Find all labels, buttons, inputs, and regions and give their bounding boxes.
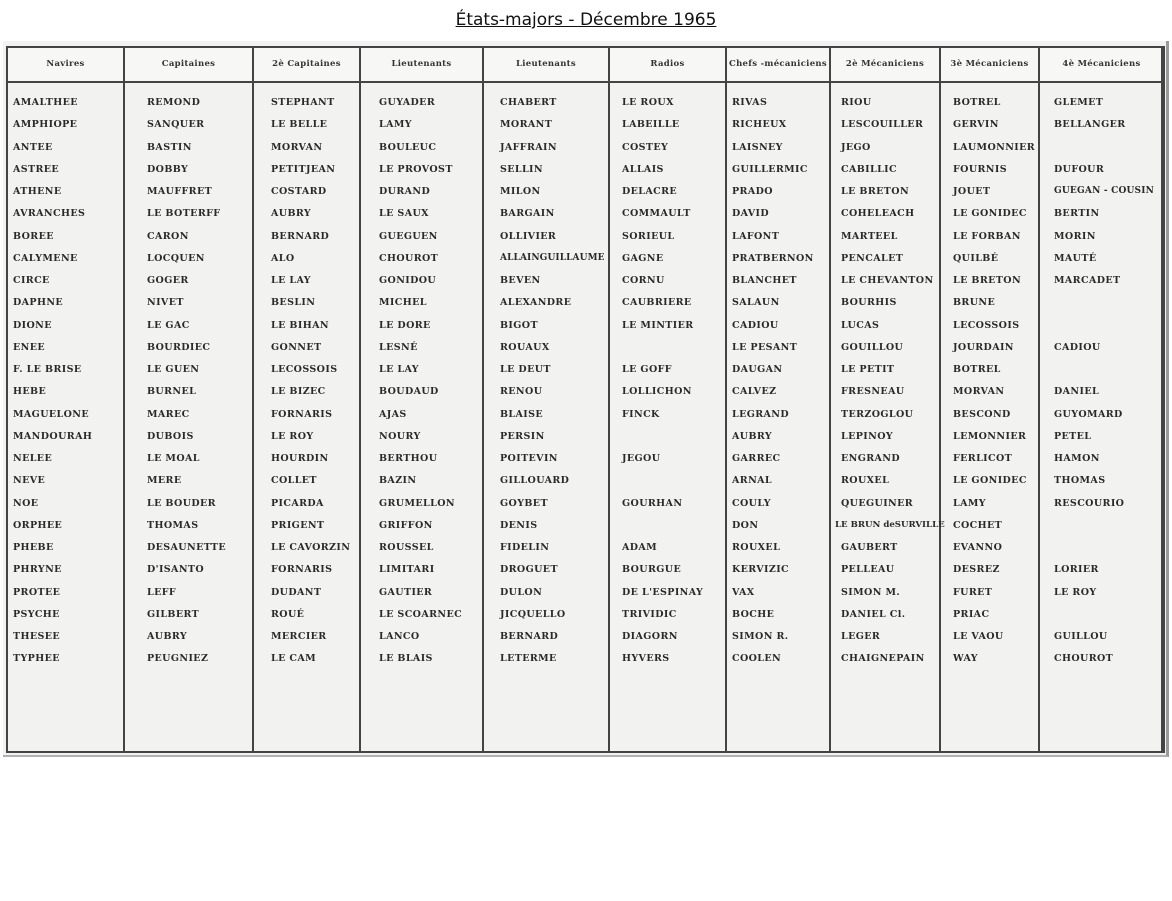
- crew-name-cell: BERTHOU: [379, 453, 438, 464]
- ship-name-cell: THESEE: [13, 631, 61, 642]
- crew-name-cell: CABILLIC: [841, 163, 897, 175]
- crew-name-cell: DURAND: [379, 186, 431, 197]
- column-header: 2è Capitaines: [272, 59, 341, 69]
- crew-name-cell: DANIEL: [1054, 386, 1100, 398]
- crew-name-cell: BESLIN: [271, 297, 316, 309]
- crew-name-cell: LAMY: [953, 497, 986, 509]
- crew-name-cell: LE BOTERFF: [147, 208, 221, 220]
- crew-name-cell: GOGER: [147, 275, 189, 286]
- crew-name-cell: LE GAC: [147, 319, 190, 331]
- crew-name-cell: HAMON: [1054, 453, 1100, 464]
- column-header: 3è Mécaniciens: [950, 59, 1029, 69]
- crew-name-cell: GUYADER: [379, 97, 436, 108]
- column-divider: [829, 46, 831, 753]
- crew-name-cell: DELACRE: [622, 186, 678, 197]
- crew-name-cell: FINCK: [622, 408, 660, 420]
- scanned-roster-table: [3, 41, 1169, 757]
- crew-name-cell: AJAS: [379, 408, 407, 420]
- crew-name-cell: FIDELIN: [500, 542, 550, 553]
- crew-name-cell: BURNEL: [147, 386, 197, 398]
- crew-name-cell: SIMON R.: [732, 631, 789, 642]
- crew-name-cell: JEGOU: [622, 453, 661, 464]
- crew-name-cell: SALAUN: [732, 297, 780, 309]
- ship-name-cell: ENEE: [13, 341, 46, 353]
- crew-name-cell: LECOSSOIS: [953, 319, 1020, 331]
- crew-name-cell: LE DEUT: [500, 364, 551, 375]
- crew-name-cell: FURET: [953, 586, 993, 598]
- crew-name-cell: RENOU: [500, 386, 543, 398]
- crew-name-cell: BOUDAUD: [379, 386, 439, 398]
- crew-name-cell: DROGUET: [500, 564, 558, 576]
- crew-name-cell: LE FORBAN: [953, 230, 1021, 242]
- crew-name-cell: ROUÉ: [271, 608, 305, 620]
- crew-name-cell: HOURDIN: [271, 453, 329, 464]
- crew-name-cell: ALLAINGUILLAUME: [500, 252, 605, 263]
- crew-name-cell: TRIVIDIC: [622, 608, 677, 620]
- crew-name-cell: JICQUELLO: [500, 608, 566, 620]
- crew-name-cell: BIGOT: [500, 319, 538, 331]
- crew-name-cell: LE CAVORZIN: [271, 542, 351, 553]
- crew-name-cell: DUDANT: [271, 586, 322, 598]
- crew-name-cell: STEPHANT: [271, 97, 335, 108]
- crew-name-cell: GUEGUEN: [379, 230, 438, 242]
- crew-name-cell: LE BIZEC: [271, 386, 326, 398]
- crew-name-cell: MARTEEL: [841, 230, 898, 242]
- crew-name-cell: MICHEL: [379, 297, 427, 309]
- crew-name-cell: LE BRETON: [953, 275, 1022, 286]
- column-header: Navires: [46, 59, 85, 69]
- crew-name-cell: QUEGUINER: [841, 497, 914, 509]
- crew-name-cell: FRESNEAU: [841, 386, 905, 398]
- ship-name-cell: DAPHNE: [13, 297, 64, 309]
- crew-name-cell: LEPINOY: [841, 430, 894, 442]
- crew-name-cell: LORIER: [1054, 564, 1099, 576]
- crew-name-cell: PETITJEAN: [271, 163, 336, 175]
- crew-name-cell: QUILBÉ: [953, 252, 999, 264]
- crew-name-cell: PICARDA: [271, 497, 324, 509]
- ship-name-cell: CALYMENE: [13, 252, 78, 264]
- ship-name-cell: PROTEE: [13, 586, 61, 598]
- crew-name-cell: GARREC: [732, 453, 781, 464]
- ship-name-cell: MAGUELONE: [13, 408, 90, 420]
- crew-name-cell: LE BLAIS: [379, 653, 433, 665]
- ship-name-cell: DIONE: [13, 319, 52, 331]
- crew-name-cell: COCHET: [953, 519, 1003, 531]
- crew-name-cell: GUILLOU: [1054, 631, 1108, 642]
- ship-name-cell: NEVE: [13, 475, 46, 487]
- crew-name-cell: DE L'ESPINAY: [622, 586, 704, 598]
- crew-name-cell: FORNARIS: [271, 408, 333, 420]
- crew-name-cell: JOUET: [953, 186, 991, 197]
- crew-name-cell: BOULEUC: [379, 141, 437, 153]
- crew-name-cell: LE GONIDEC: [953, 475, 1027, 487]
- crew-name-cell: KERVIZIC: [732, 564, 790, 576]
- crew-name-cell: LE SCOARNEC: [379, 608, 463, 620]
- crew-name-cell: LE DORE: [379, 319, 431, 331]
- crew-name-cell: COULY: [732, 497, 771, 509]
- crew-name-cell: DAVID: [732, 208, 769, 220]
- crew-name-cell: D'ISANTO: [147, 564, 205, 576]
- crew-name-cell: LOLLICHON: [622, 386, 692, 398]
- crew-name-cell: GRUMELLON: [379, 497, 455, 509]
- crew-name-cell: ROUSSEL: [379, 542, 434, 553]
- crew-name-cell: BLAISE: [500, 408, 544, 420]
- crew-name-cell: MAUTÉ: [1054, 252, 1097, 264]
- crew-name-cell: DENIS: [500, 519, 538, 531]
- crew-name-cell: PRIAC: [953, 608, 990, 620]
- crew-name-cell: LE CAM: [271, 653, 317, 665]
- crew-name-cell: LE BOUDER: [147, 497, 216, 509]
- crew-name-cell: WAY: [953, 653, 978, 665]
- crew-name-cell: LE PETIT: [841, 364, 895, 375]
- crew-name-cell: GOYBET: [500, 497, 548, 509]
- crew-name-cell: LE BIHAN: [271, 319, 329, 331]
- crew-name-cell: LE GONIDEC: [953, 208, 1027, 220]
- crew-name-cell: COOLEN: [732, 653, 782, 665]
- crew-name-cell: LE ROUX: [622, 97, 674, 108]
- crew-name-cell: VAX: [732, 586, 755, 598]
- crew-name-cell: SELLIN: [500, 163, 543, 175]
- crew-name-cell: JEGO: [841, 141, 871, 153]
- crew-name-cell: CAUBRIERE: [622, 297, 692, 309]
- crew-name-cell: BAZIN: [379, 475, 417, 487]
- crew-name-cell: ROUXEL: [841, 475, 890, 487]
- crew-name-cell: AUBRY: [271, 208, 312, 220]
- crew-name-cell: BARGAIN: [500, 208, 555, 220]
- crew-name-cell: LUCAS: [841, 319, 880, 331]
- crew-name-cell: PRATBERNON: [732, 252, 814, 264]
- crew-name-cell: CHOUROT: [379, 252, 439, 264]
- crew-name-cell: LAMY: [379, 119, 412, 131]
- crew-name-cell: LAUMONNIER: [953, 141, 1036, 153]
- ship-name-cell: ASTREE: [13, 163, 60, 175]
- crew-name-cell: CARON: [147, 230, 189, 242]
- crew-name-cell: PELLEAU: [841, 564, 895, 576]
- ship-name-cell: CIRCE: [13, 275, 50, 286]
- crew-name-cell: THOMAS: [1054, 475, 1106, 487]
- crew-name-cell: EVANNO: [953, 542, 1003, 553]
- ship-name-cell: NOE: [13, 497, 39, 509]
- crew-name-cell: LECOSSOIS: [271, 364, 338, 375]
- crew-name-cell: LIMITARI: [379, 564, 435, 576]
- crew-name-cell: PENCALET: [841, 252, 904, 264]
- ship-name-cell: BOREE: [13, 230, 54, 242]
- crew-name-cell: LE BRETON: [841, 186, 910, 197]
- crew-name-cell: GUILLERMIC: [732, 163, 808, 175]
- ship-name-cell: ATHENE: [13, 186, 62, 197]
- ship-name-cell: F. LE BRISE: [13, 364, 82, 375]
- crew-name-cell: DIAGORN: [622, 631, 678, 642]
- crew-name-cell: BEVEN: [500, 275, 541, 286]
- crew-name-cell: LE VAOU: [953, 631, 1004, 642]
- crew-name-cell: LE GOFF: [622, 364, 672, 375]
- crew-name-cell: COHELEACH: [841, 208, 915, 220]
- crew-name-cell: LE MOAL: [147, 453, 200, 464]
- crew-name-cell: BLANCHET: [732, 275, 797, 286]
- crew-name-cell: CHAIGNEPAIN: [841, 653, 925, 665]
- crew-name-cell: RICHEUX: [732, 119, 787, 131]
- crew-name-cell: DON: [732, 519, 759, 531]
- crew-name-cell: GLEMET: [1054, 97, 1104, 108]
- crew-name-cell: DANIEL Cl.: [841, 608, 906, 620]
- crew-name-cell: AUBRY: [732, 430, 773, 442]
- crew-name-cell: COMMAULT: [622, 208, 691, 220]
- crew-name-cell: DUFOUR: [1054, 163, 1105, 175]
- crew-name-cell: HYVERS: [622, 653, 670, 665]
- crew-name-cell: GILLOUARD: [500, 475, 570, 487]
- crew-name-cell: LOCQUEN: [147, 252, 205, 264]
- crew-name-cell: LE PESANT: [732, 341, 798, 353]
- crew-name-cell: FERLICOT: [953, 453, 1013, 464]
- column-divider: [123, 46, 125, 753]
- crew-name-cell: LE SAUX: [379, 208, 429, 220]
- crew-name-cell: LEGER: [841, 631, 881, 642]
- crew-name-cell: GAUBERT: [841, 542, 898, 553]
- crew-name-cell: LE LAY: [271, 275, 311, 286]
- crew-name-cell: MAREC: [147, 408, 190, 420]
- crew-name-cell: FORNARIS: [271, 564, 333, 576]
- crew-name-cell: MERE: [147, 475, 182, 487]
- crew-name-cell: AUBRY: [147, 631, 188, 642]
- ship-name-cell: PHEBE: [13, 542, 54, 553]
- crew-name-cell: LE PROVOST: [379, 163, 453, 175]
- column-header: Chefs -mécaniciens: [729, 59, 827, 69]
- crew-name-cell: MORVAN: [953, 386, 1005, 398]
- column-header: Radios: [650, 59, 685, 69]
- ship-name-cell: AMALTHEE: [13, 97, 78, 108]
- column-divider: [6, 46, 8, 753]
- crew-name-cell: LE LAY: [379, 364, 419, 375]
- crew-name-cell: LESCOUILLER: [841, 119, 924, 131]
- ship-name-cell: AVRANCHES: [13, 208, 86, 220]
- crew-name-cell: LEFF: [147, 586, 177, 598]
- crew-name-cell: LE ROY: [1054, 586, 1097, 598]
- crew-name-cell: ALO: [271, 252, 295, 264]
- crew-name-cell: NIVET: [147, 297, 184, 309]
- crew-name-cell: GONIDOU: [379, 275, 437, 286]
- crew-name-cell: PERSIN: [500, 430, 545, 442]
- crew-name-cell: GILBERT: [147, 608, 200, 620]
- crew-name-cell: MILON: [500, 186, 541, 197]
- crew-name-cell: GRIFFON: [379, 519, 433, 531]
- crew-name-cell: COSTEY: [622, 141, 669, 153]
- page-title: États-majors - Décembre 1965: [455, 10, 717, 30]
- crew-name-cell: DUBOIS: [147, 430, 194, 442]
- crew-name-cell: ENGRAND: [841, 453, 901, 464]
- crew-name-cell: DESAUNETTE: [147, 542, 226, 553]
- crew-name-cell: MORANT: [500, 119, 553, 131]
- crew-name-cell: COLLET: [271, 475, 317, 487]
- ship-name-cell: AMPHIOPE: [13, 119, 78, 131]
- crew-name-cell: DULON: [500, 586, 543, 598]
- crew-name-cell: LAISNEY: [732, 141, 783, 153]
- ship-name-cell: HEBE: [13, 386, 47, 398]
- crew-name-cell: SANQUER: [147, 119, 205, 131]
- crew-name-cell: ARNAL: [732, 475, 772, 487]
- column-divider: [1163, 46, 1165, 753]
- ship-name-cell: NELEE: [13, 453, 53, 464]
- crew-name-cell: GONNET: [271, 341, 322, 353]
- crew-name-cell: LE GUEN: [147, 364, 200, 375]
- crew-name-cell: BOURDIEC: [147, 341, 211, 353]
- column-divider: [939, 46, 941, 753]
- crew-name-cell: CALVEZ: [732, 386, 777, 398]
- crew-name-cell: MERCIER: [271, 631, 327, 642]
- crew-name-cell: CADIOU: [732, 319, 779, 331]
- crew-name-cell: RIOU: [841, 97, 872, 108]
- crew-name-cell: CHOUROT: [1054, 653, 1114, 665]
- crew-name-cell: RIVAS: [732, 97, 768, 108]
- crew-name-cell: BOURHIS: [841, 297, 897, 309]
- ship-name-cell: PSYCHE: [13, 608, 60, 620]
- crew-name-cell: DAUGAN: [732, 364, 783, 375]
- column-divider: [608, 46, 610, 753]
- crew-name-cell: GOURHAN: [622, 497, 683, 509]
- crew-name-cell: JOURDAIN: [953, 341, 1014, 353]
- ship-name-cell: ORPHEE: [13, 519, 63, 531]
- crew-name-cell: PEUGNIEZ: [147, 653, 209, 665]
- crew-name-cell: BOTREL: [953, 364, 1001, 375]
- crew-name-cell: LESNÉ: [379, 341, 418, 353]
- crew-name-cell: LE BELLE: [271, 119, 328, 131]
- crew-name-cell: ROUXEL: [732, 542, 781, 553]
- crew-name-cell: CHABERT: [500, 97, 557, 108]
- crew-name-cell: FOURNIS: [953, 163, 1007, 175]
- crew-name-cell: ADAM: [622, 542, 658, 553]
- crew-name-cell: ALEXANDRE: [500, 297, 572, 309]
- crew-name-cell: MORVAN: [271, 141, 323, 153]
- crew-name-cell: ROUAUX: [500, 341, 550, 353]
- crew-name-cell: JAFFRAIN: [500, 141, 557, 153]
- column-header: Lieutenants: [515, 59, 576, 69]
- crew-name-cell: ALLAIS: [622, 163, 664, 175]
- crew-name-cell: GERVIN: [953, 119, 999, 131]
- crew-name-cell: LE BRUN deSURVILLE: [835, 519, 945, 530]
- column-header: Lieutenants: [391, 59, 452, 69]
- crew-name-cell: BESCOND: [953, 408, 1011, 420]
- crew-name-cell: DESREZ: [953, 564, 1000, 576]
- crew-name-cell: THOMAS: [147, 519, 199, 531]
- crew-name-cell: CADIOU: [1054, 341, 1101, 353]
- column-divider: [725, 46, 727, 753]
- crew-name-cell: REMOND: [147, 97, 201, 108]
- column-divider: [252, 46, 254, 753]
- crew-name-cell: BOTREL: [953, 97, 1001, 108]
- crew-name-cell: BASTIN: [147, 141, 192, 153]
- column-divider: [1038, 46, 1040, 753]
- crew-name-cell: BRUNE: [953, 297, 996, 309]
- crew-name-cell: MARCADET: [1054, 275, 1121, 286]
- ship-name-cell: MANDOURAH: [13, 430, 93, 442]
- column-divider: [359, 46, 361, 753]
- crew-name-cell: GAUTIER: [379, 586, 433, 598]
- crew-name-cell: BERNARD: [500, 631, 559, 642]
- crew-name-cell: LAFONT: [732, 230, 780, 242]
- crew-name-cell: CORNU: [622, 275, 665, 286]
- crew-name-cell: OLLIVIER: [500, 230, 557, 242]
- crew-name-cell: LETERME: [500, 653, 557, 665]
- crew-name-cell: LE MINTIER: [622, 319, 694, 331]
- column-header: 2è Mécaniciens: [845, 59, 925, 69]
- crew-name-cell: DOBBY: [147, 163, 189, 175]
- crew-name-cell: POITEVIN: [500, 453, 558, 464]
- crew-name-cell: GOUILLOU: [841, 341, 904, 353]
- column-divider: [482, 46, 484, 753]
- crew-name-cell: BERNARD: [271, 230, 330, 242]
- column-header: 4è Mécaniciens: [1062, 59, 1141, 69]
- crew-name-cell: RESCOURIO: [1054, 497, 1125, 509]
- crew-name-cell: BELLANGER: [1054, 119, 1126, 131]
- crew-name-cell: LANCO: [379, 631, 420, 642]
- crew-name-cell: LEMONNIER: [953, 430, 1027, 442]
- crew-name-cell: MORIN: [1054, 230, 1096, 242]
- crew-name-cell: BOURGUE: [622, 564, 682, 576]
- crew-name-cell: GUYOMARD: [1054, 408, 1123, 420]
- crew-name-cell: COSTARD: [271, 186, 327, 197]
- crew-name-cell: LEGRAND: [732, 408, 790, 420]
- crew-name-cell: LE CHEVANTON: [841, 275, 934, 286]
- crew-name-cell: PETEL: [1054, 430, 1092, 442]
- crew-name-cell: BERTIN: [1054, 208, 1100, 220]
- crew-name-cell: TERZOGLOU: [841, 408, 914, 420]
- crew-name-cell: SIMON M.: [841, 586, 901, 598]
- crew-name-cell: PRADO: [732, 186, 773, 197]
- crew-name-cell: GAGNE: [622, 252, 664, 264]
- crew-name-cell: PRIGENT: [271, 519, 325, 531]
- ship-name-cell: ANTEE: [13, 141, 53, 153]
- crew-name-cell: LABEILLE: [622, 119, 680, 131]
- ship-name-cell: TYPHEE: [13, 653, 60, 665]
- ship-name-cell: PHRYNE: [13, 564, 62, 576]
- crew-name-cell: MAUFFRET: [147, 186, 213, 197]
- crew-name-cell: SORIEUL: [622, 230, 675, 242]
- crew-name-cell: GUEGAN - COUSIN: [1054, 186, 1155, 196]
- column-header: Capitaines: [161, 59, 216, 69]
- crew-name-cell: NOURY: [379, 430, 421, 442]
- crew-name-cell: BOCHE: [732, 608, 775, 620]
- crew-name-cell: LE ROY: [271, 430, 314, 442]
